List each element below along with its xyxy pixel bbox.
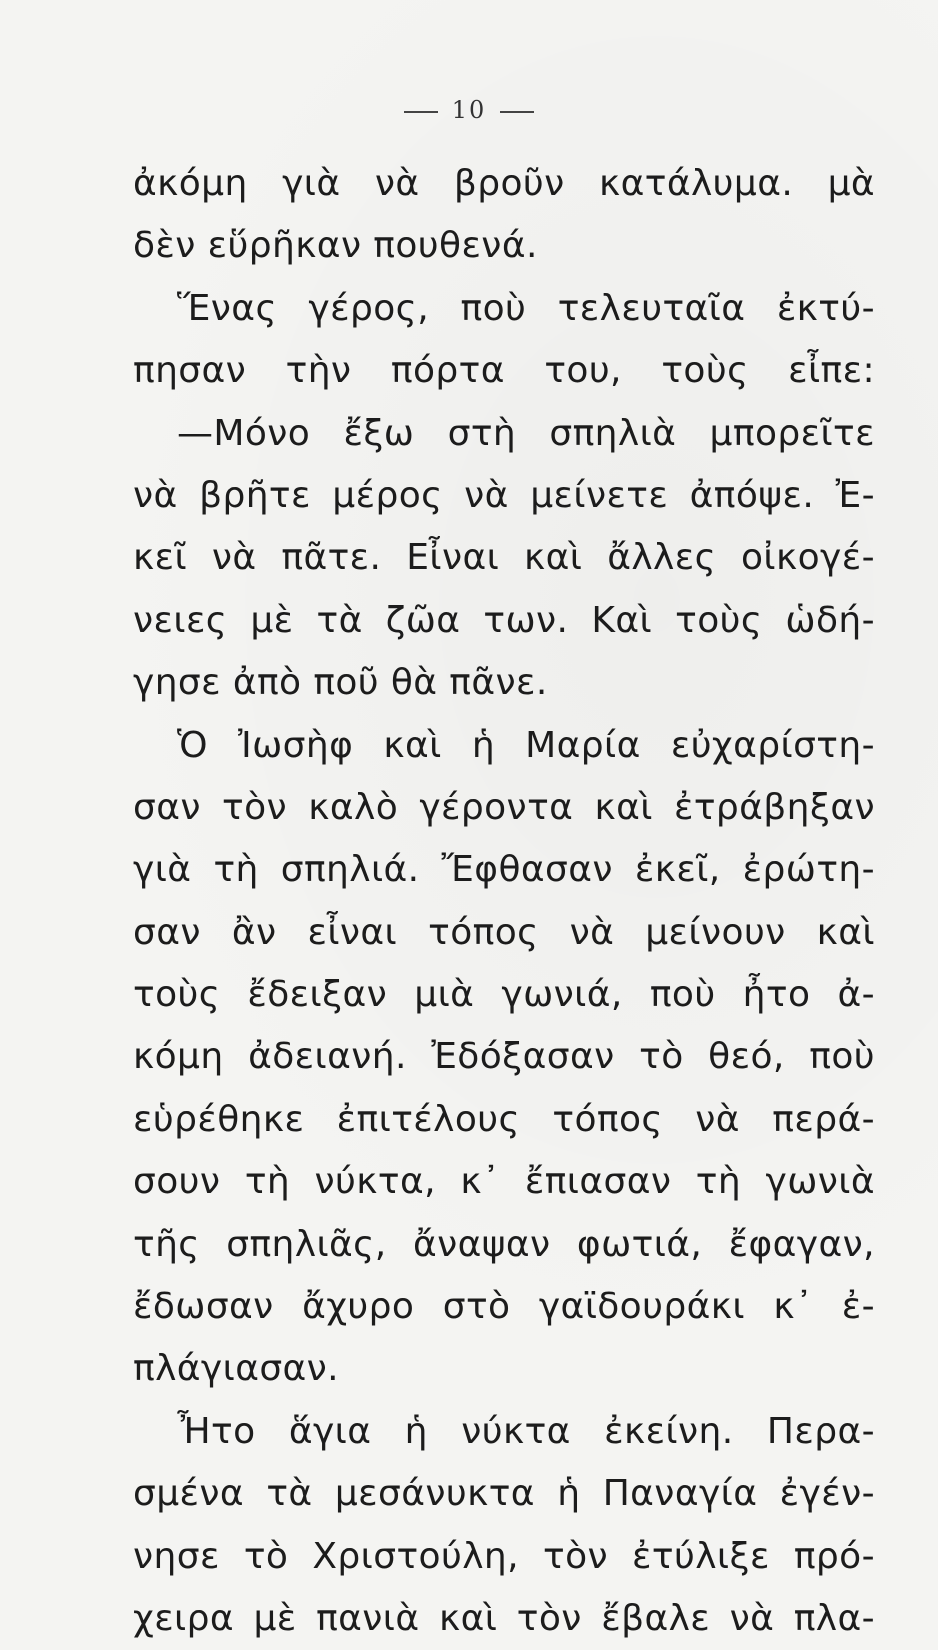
text-line: Ἕνας γέρος, ποὺ τελευταῖα ἐκτύ- xyxy=(177,287,875,329)
text-line: —Μόνο ἔξω στὴ σπηλιὰ μπορεῖτε xyxy=(177,412,875,454)
text-line: ἀκόμη γιὰ νὰ βροῦν κατάλυμα. μὰ xyxy=(133,163,875,204)
text-line: κόμη ἀδειανή. Ἐδόξασαν τὸ θεό, ποὺ xyxy=(133,1036,875,1078)
text-line: Ὁ Ἰωσὴφ καὶ ἡ Μαρία εὐχαρίστη- xyxy=(177,724,875,766)
text-line: πησαν τὴν πόρτα του, τοὺς εἶπε: xyxy=(133,350,875,392)
text-line: ἔδωσαν ἄχυρο στὸ γαϊδουράκι κ᾽ ἐ- xyxy=(133,1286,875,1328)
body-text xyxy=(133,153,875,1650)
text-line: σουν τὴ νύκτα, κ᾽ ἔπιασαν τὴ γωνιὰ xyxy=(133,1161,875,1203)
text-line: τοὺς ἔδειξαν μιὰ γωνιά, ποὺ ἦτο ἀ- xyxy=(133,974,875,1016)
page-number-header xyxy=(0,96,938,124)
left-dash xyxy=(404,111,438,113)
text-line: σαν τὸν καλὸ γέροντα καὶ ἐτράβηξαν xyxy=(133,786,875,828)
text-line: εὑρέθηκε ἐπιτέλους τόπος νὰ περά- xyxy=(133,1098,875,1140)
text-line: τῆς σπηλιᾶς, ἄναψαν φωτιά, ἔφαγαν, xyxy=(133,1223,875,1265)
text-line: πλάγιασαν. xyxy=(133,1348,340,1390)
text-line: νησε τὸ Χριστούλη, τὸν ἐτύλιξε πρό- xyxy=(133,1535,875,1577)
text-line: χειρα μὲ πανιὰ καὶ τὸν ἔβαλε νὰ πλα- xyxy=(133,1597,875,1639)
text-line: Ἦτο ἅγια ἡ νύκτα ἐκείνη. Περα- xyxy=(177,1410,875,1452)
text-line: κεῖ νὰ πᾶτε. Εἶναι καὶ ἄλλες οἰκογέ- xyxy=(133,537,875,579)
right-dash xyxy=(500,111,534,113)
text-line: νὰ βρῆτε μέρος νὰ μείνετε ἀπόψε. Ἐ- xyxy=(133,474,875,516)
page-number: 10 xyxy=(451,96,487,124)
text-line: σαν ἂν εἶναι τόπος νὰ μείνουν καὶ xyxy=(133,911,875,953)
text-line: σμένα τὰ μεσάνυκτα ἡ Παναγία ἐγέν- xyxy=(133,1473,875,1515)
text-line: γιὰ τὴ σπηλιά. Ἔφθασαν ἐκεῖ, ἐρώτη- xyxy=(133,849,875,891)
text-line: νειες μὲ τὰ ζῶα των. Καὶ τοὺς ὡδή- xyxy=(133,599,875,641)
text-line: γησε ἀπὸ ποῦ θὰ πᾶνε. xyxy=(133,662,548,704)
text-line: δὲν εὕρῆκαν πουθενά. xyxy=(133,225,538,267)
